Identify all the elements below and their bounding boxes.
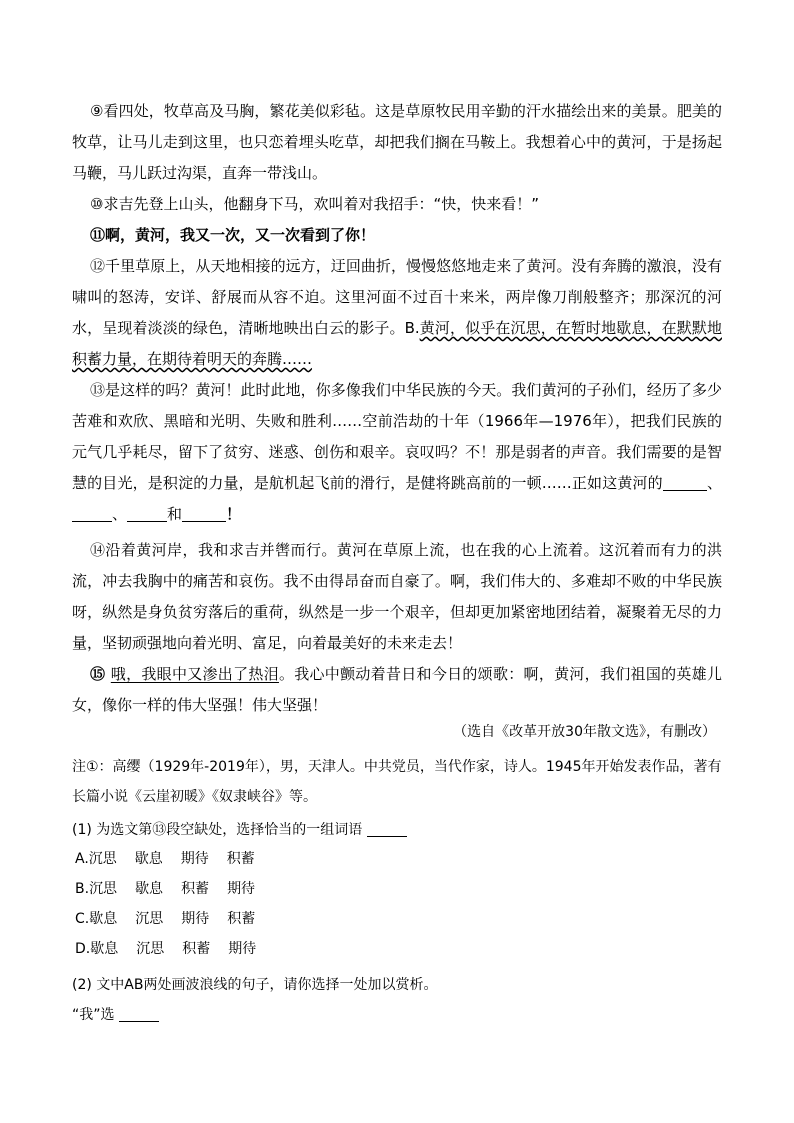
source-citation: （选自《改革开放30年散文选》，有删改） [453, 724, 716, 740]
question-2-answer [72, 1004, 159, 1024]
paragraph-9: ⑨看四处，牧草高及马胸，繁花美似彩毡。这是草原牧民用辛勤的汗水描绘出来的美景。肥美的牧草，让马儿走到这里，也只恋着埋头吃草，却把我们搁在马鞍上。我想着心中的黄河，于是扬起马鞭，马儿跃过沟渠，直奔一带浅山。 [72, 102, 722, 182]
blank-2[interactable] [72, 505, 112, 522]
question-1-answer-blank[interactable] [367, 820, 407, 837]
option-label: C. [75, 911, 90, 927]
paragraph-15-text: 。我心中颤动着昔日和今日的颂歌：啊，黄河，我们祖国的英雄儿女，像你一样的伟大坚强！伟大坚强！ [72, 665, 722, 714]
paragraph-14: ⑭沿着黄河岸，我和求吉并辔而行。黄河在草原上流，也在我的心上流着。这沉着而有力的洪流，冲去我胸中的痛苦和哀伤。我不由得昂奋而自豪了。啊，我们伟大的、多难却不败的中华民族呀，纵然是身负贫穷落后的重荷，纵然是一步一个艰辛，但却更加紧密地团结着，凝聚着无尽的力量，坚韧顽强地向着光明、富足，向着最美好的未来走去！ [72, 541, 722, 652]
option-word: 歇息 [135, 881, 164, 897]
author-note: 注①：高缨（1929年-2019年），男，天津人。中共党员，当代作家，诗人。1945年开始发表作品，著有长篇小说《云崖初暖》《奴隶峡谷》等。 [72, 759, 722, 805]
option-label: A. [75, 851, 89, 867]
separator: 、 [706, 474, 722, 492]
question-1-text: (1) 为选文第⑬段空缺处，选择恰当的一组词语 [72, 822, 363, 838]
blank-4[interactable] [182, 505, 226, 522]
question-2-answer-blank[interactable] [119, 1005, 159, 1022]
separator: 、 [112, 505, 128, 523]
option-word: 歇息 [134, 851, 163, 867]
option-word: 歇息 [89, 911, 118, 927]
paragraph-11: ⑪啊，黄河，我又一次，又一次看到了你！ [90, 226, 376, 244]
option-word: 积蓄 [182, 941, 211, 957]
option-word: 积蓄 [181, 881, 210, 897]
option-word: 沉思 [135, 911, 164, 927]
option-word: 期待 [228, 941, 257, 957]
paragraph-12 [72, 251, 722, 375]
exclamation: ！ [226, 505, 242, 523]
paragraph-10: ⑩求吉先登上山头，他翻身下马，欢叫着对我招手：“快，快来看！” [90, 195, 539, 213]
option-word: 沉思 [89, 881, 118, 897]
option-b[interactable] [75, 878, 273, 898]
conjunction: 和 [167, 505, 183, 523]
blank-1[interactable] [663, 474, 707, 491]
option-c[interactable] [75, 908, 273, 928]
option-word: 积蓄 [227, 911, 256, 927]
paragraph-13 [72, 375, 722, 530]
question-2-answer-label: “我”选 [72, 1007, 115, 1023]
paragraph-15 [72, 659, 722, 721]
option-word: 期待 [180, 851, 209, 867]
sentence-b-label: B. [404, 319, 420, 337]
paragraph-13-text: ⑬是这样的吗？黄河！此时此地，你多像我们中华民族的今天。我们黄河的子孙们，经历了多少苦难和欢欣、黑暗和光明、失败和胜利……空前浩劫的十年（1966年—1976年），把我们民族的元气几乎耗尽，留下了贫穷、迷惑、创伤和艰辛。哀叹吗？不！那是弱者的声音。我们需要的是智慧的目光，是积淀的力量，是航机起飞前的滑行，是健将跳高前的一顿……正如这黄河的 [72, 381, 722, 492]
sentence-b-wavy: 黄河，似乎在沉思，在暂时地歇息，在默默地积蓄力量，在期待着明天的奔腾…… [72, 319, 722, 368]
blank-3[interactable] [127, 505, 167, 522]
paragraph-12-text: ⑫千里草原上，从天地相接的远方，迂回曲折，慢慢悠悠地走来了黄河。没有奔腾的激浪，没有啸叫的怒涛，安详、舒展而从容不迫。这里河面不过百十来米，两岸像刀削般整齐；那深沉的河水，呈现着淡淡的绿色，清晰地映出白云的影子。 [72, 257, 722, 337]
option-word: 歇息 [90, 941, 119, 957]
option-word: 积蓄 [226, 851, 255, 867]
option-word: 沉思 [88, 851, 117, 867]
paragraph-15-number: ⑮ [90, 665, 111, 683]
question-1 [72, 819, 407, 839]
option-word: 沉思 [136, 941, 165, 957]
sentence-a-underlined: 哦，我眼中又渗出了热泪 [110, 665, 279, 683]
option-label: D. [75, 941, 91, 957]
question-2: (2) 文中AB两处画波浪线的句子，请你选择一处加以赏析。 [72, 977, 438, 993]
option-word: 期待 [181, 911, 210, 927]
option-label: B. [75, 881, 90, 897]
option-d[interactable] [75, 938, 274, 958]
option-a[interactable] [75, 848, 273, 868]
option-word: 期待 [227, 881, 256, 897]
